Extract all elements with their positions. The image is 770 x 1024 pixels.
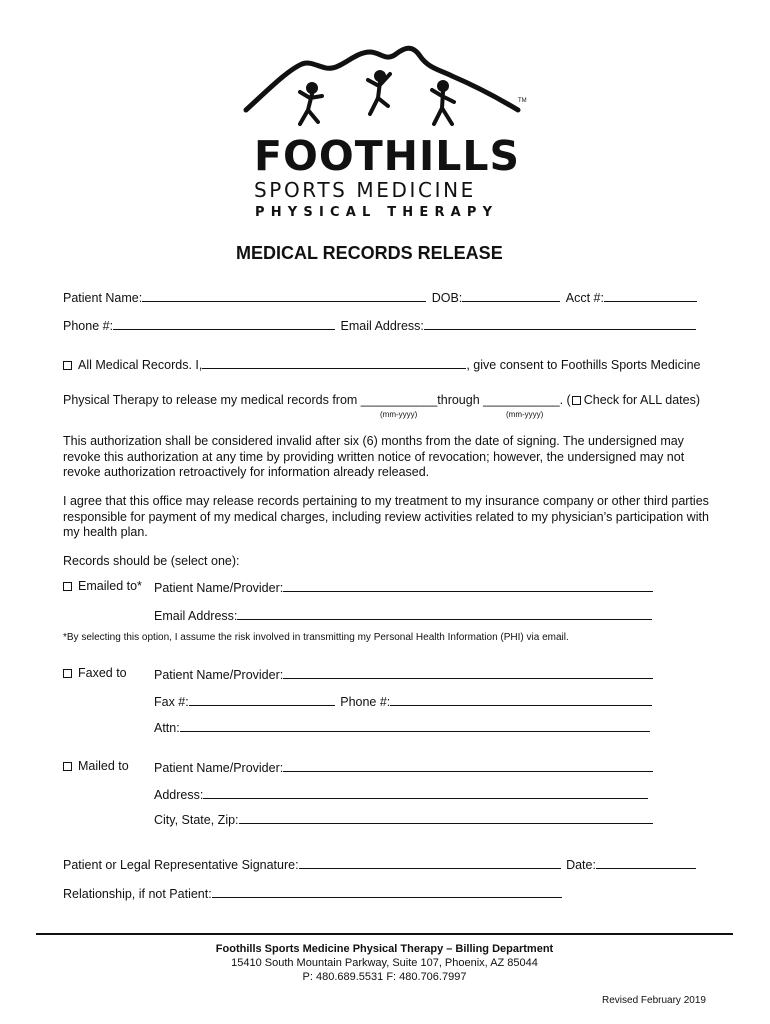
mail-provider-row — [154, 759, 653, 776]
mailed-label: Mailed to — [78, 759, 129, 773]
release-text: Physical Therapy to release my medical records from ___________through ___________. ( — [63, 393, 571, 407]
email-provider-label: Patient Name/Provider: — [154, 581, 284, 595]
mail-address-field[interactable] — [203, 786, 648, 799]
check-all-dates-label: Check for ALL dates) — [583, 393, 700, 407]
city-state-zip-row — [154, 811, 653, 828]
fax-provider-row — [154, 666, 653, 683]
emailed-label: Emailed to* — [78, 579, 142, 593]
footer-phone-fax: P: 480.689.5531 F: 480.706.7997 — [302, 971, 467, 983]
patient-name-row — [63, 289, 697, 306]
mailed-checkbox[interactable] — [63, 762, 72, 771]
emailed-checkbox[interactable] — [63, 582, 72, 591]
acct-field[interactable] — [604, 289, 697, 302]
phone-email-row — [63, 317, 696, 334]
attn-field[interactable] — [180, 719, 650, 732]
signature-label: Patient or Legal Representative Signature: — [63, 858, 299, 872]
email-field[interactable] — [424, 317, 696, 330]
all-records-row — [63, 356, 701, 373]
acct-label: Acct #: — [565, 291, 604, 305]
attn-label: Attn: — [154, 721, 180, 735]
relationship-row — [63, 885, 562, 902]
mailed-option — [63, 759, 129, 774]
mail-provider-field[interactable] — [283, 759, 653, 772]
footer-divider — [36, 933, 733, 935]
mountain-logo-graphic — [240, 40, 530, 140]
emailed-option — [63, 579, 142, 594]
mail-address-label: Address: — [154, 788, 204, 802]
logo-line-foothills: FOOTHILLS — [254, 132, 521, 180]
date-field[interactable] — [596, 856, 696, 869]
patient-name-field[interactable] — [142, 289, 426, 302]
page-title: MEDICAL RECORDS RELEASE — [236, 243, 503, 263]
figure-middle-icon — [368, 72, 390, 114]
from-date-hint: (mm-yyyy) — [380, 410, 418, 419]
release-dates-row — [63, 393, 700, 408]
figure-right-icon — [432, 82, 454, 124]
dob-label: DOB: — [431, 291, 463, 305]
give-consent-text: , give consent to Foothills Sports Medicine — [466, 358, 701, 372]
signature-field[interactable] — [299, 856, 561, 869]
mail-address-row — [154, 786, 648, 803]
faxed-label: Faxed to — [78, 666, 127, 680]
fax-label: Fax #: — [154, 695, 189, 709]
fax-provider-label: Patient Name/Provider: — [154, 668, 284, 682]
email-provider-field[interactable] — [283, 579, 653, 592]
logo — [240, 40, 530, 220]
attn-row — [154, 719, 650, 736]
fax-phone-row — [154, 693, 652, 710]
all-records-label: All Medical Records. I, — [78, 358, 203, 372]
fax-provider-field[interactable] — [283, 666, 653, 679]
signature-row — [63, 856, 696, 873]
all-dates-checkbox[interactable] — [572, 396, 581, 405]
email-note: *By selecting this option, I assume the risk involved in transmitting my Personal Health Information (PHI) via email. — [63, 632, 569, 643]
phone-field[interactable] — [113, 317, 335, 330]
email-label: Email Address: — [340, 319, 424, 333]
email-address-label: Email Address: — [154, 609, 238, 623]
logo-line-physical-therapy: PHYSICAL THERAPY — [255, 205, 499, 220]
consent-name-field[interactable] — [202, 356, 466, 369]
phone-label: Phone #: — [63, 319, 114, 333]
fax-phone-label: Phone #: — [340, 695, 391, 709]
email-provider-row — [154, 579, 653, 596]
relationship-label: Relationship, if not Patient: — [63, 887, 212, 901]
through-date-hint: (mm-yyyy) — [506, 410, 544, 419]
figure-left-icon — [300, 84, 322, 124]
email-address-row — [154, 607, 652, 624]
faxed-checkbox[interactable] — [63, 669, 72, 678]
city-state-zip-label: City, State, Zip: — [154, 813, 239, 827]
agree-paragraph: I agree that this office may release records pertaining to my treatment to my insurance company or other third parties responsible for payment of my medical charges, including review activities related to my physician’s participation with my health plan. — [63, 494, 709, 539]
fax-phone-field[interactable] — [390, 693, 652, 706]
authorization-paragraph: This authorization shall be considered invalid after six (6) months from the date of signing. The undersigned may revoke this authorization at any time by providing written notice of revocation; however, the undersigned may not revoke authorization retroactively for information already released. — [63, 434, 685, 479]
faxed-option — [63, 666, 127, 681]
mail-provider-label: Patient Name/Provider: — [154, 761, 284, 775]
dob-field[interactable] — [462, 289, 560, 302]
patient-name-label: Patient Name: — [63, 291, 143, 305]
relationship-field[interactable] — [212, 885, 562, 898]
revised-date: Revised February 2019 — [602, 995, 706, 1006]
date-label: Date: — [566, 858, 596, 872]
all-records-checkbox[interactable] — [63, 361, 72, 370]
records-select-label: Records should be (select one): — [63, 554, 240, 568]
footer-address: 15410 South Mountain Parkway, Suite 107, Phoenix, AZ 85044 — [231, 957, 538, 969]
fax-field[interactable] — [189, 693, 335, 706]
footer-department: Foothills Sports Medicine Physical Therapy – Billing Department — [215, 943, 554, 955]
city-state-zip-field[interactable] — [239, 811, 653, 824]
logo-line-sports-medicine: SPORTS MEDICINE — [254, 178, 476, 202]
trademark-mark: TM — [518, 98, 527, 104]
email-address-field[interactable] — [237, 607, 652, 620]
footer — [36, 942, 733, 984]
